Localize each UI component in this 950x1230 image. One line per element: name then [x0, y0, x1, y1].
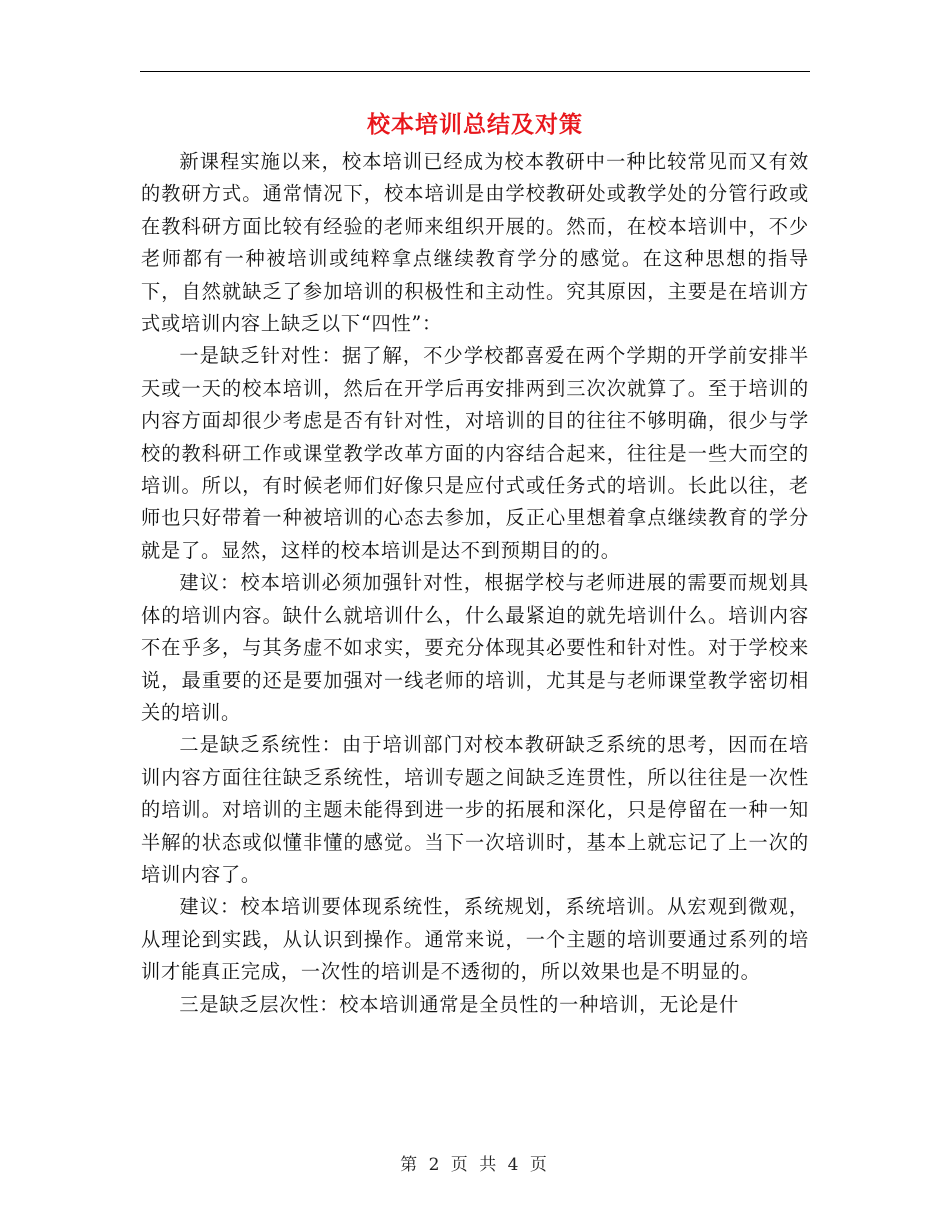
page-number: 第 2 页 共 4 页 [400, 1155, 550, 1175]
paragraph-lack-of-system: 二是缺乏系统性：由于培训部门对校本教研缺乏系统的思考，因而在培训内容方面往往缺乏系统性，培训专题之间缺乏连贯性，所以往往是一次性的培训。对培训的主题未能得到进一步的拓展和深化，只是停留在一种一知半解的状态或似懂非懂的感觉。当下一次培训时，基本上就忘记了上一次的培训内容了。 [141, 733, 809, 886]
paragraph-intro: 新课程实施以来，校本培训已经成为校本教研中一种比较常见而又有效的教研方式。通常情况下，校本培训是由学校教研处或教学处的分管行政或在教科研方面比较有经验的老师来组织开展的。然而，在校本培训中，不少老师都有一种被培训或纯粹拿点继续教育学分的感觉。在这种思想的指导下，自然就缺乏了参加培训的积极性和主动性。究其原因，主要是在培训方式或培训内容上缺乏以下“四性”： [141, 150, 809, 336]
paragraph-lack-of-hierarchy: 三是缺乏层次性：校本培训通常是全员性的一种培训，无论是什 [179, 992, 740, 1016]
document-title: 校本培训总结及对策 [367, 111, 583, 138]
header-rule [140, 71, 810, 72]
paragraph-suggestion-1: 建议：校本培训必须加强针对性，根据学校与老师进展的需要而规划具体的培训内容。缺什么就培训什么，什么最紧迫的就先培训什么。培训内容不在乎多，与其务虚不如求实，要充分体现其必要性和针对性。对于学校来说，最重要的还是要加强对一线老师的培训，尤其是与老师课堂教学密切相关的培训。 [141, 571, 809, 724]
document-body [141, 146, 809, 1021]
paragraph-lack-of-pertinence: 一是缺乏针对性：据了解，不少学校都喜爱在两个学期的开学前安排半天或一天的校本培训，然后在开学后再安排两到三次次就算了。至于培训的内容方面却很少考虑是否有针对性，对培训的目的往往不够明确，很少与学校的教科研工作或课堂教学改革方面的内容结合起来，往往是一些大而空的培训。所以，有时候老师们好像只是应付式或任务式的培训。长此以往，老师也只好带着一种被培训的心态去参加，反正心里想着拿点继续教育的学分就是了。显然，这样的校本培训是达不到预期目的的。 [141, 344, 809, 562]
paragraph-suggestion-2: 建议：校本培训要体现系统性，系统规划，系统培训。从宏观到微观，从理论到实践，从认识到操作。通常来说，一个主题的培训要通过系列的培训才能真正完成，一次性的培训是不透彻的，所以效果也是不明显的。 [141, 895, 809, 984]
